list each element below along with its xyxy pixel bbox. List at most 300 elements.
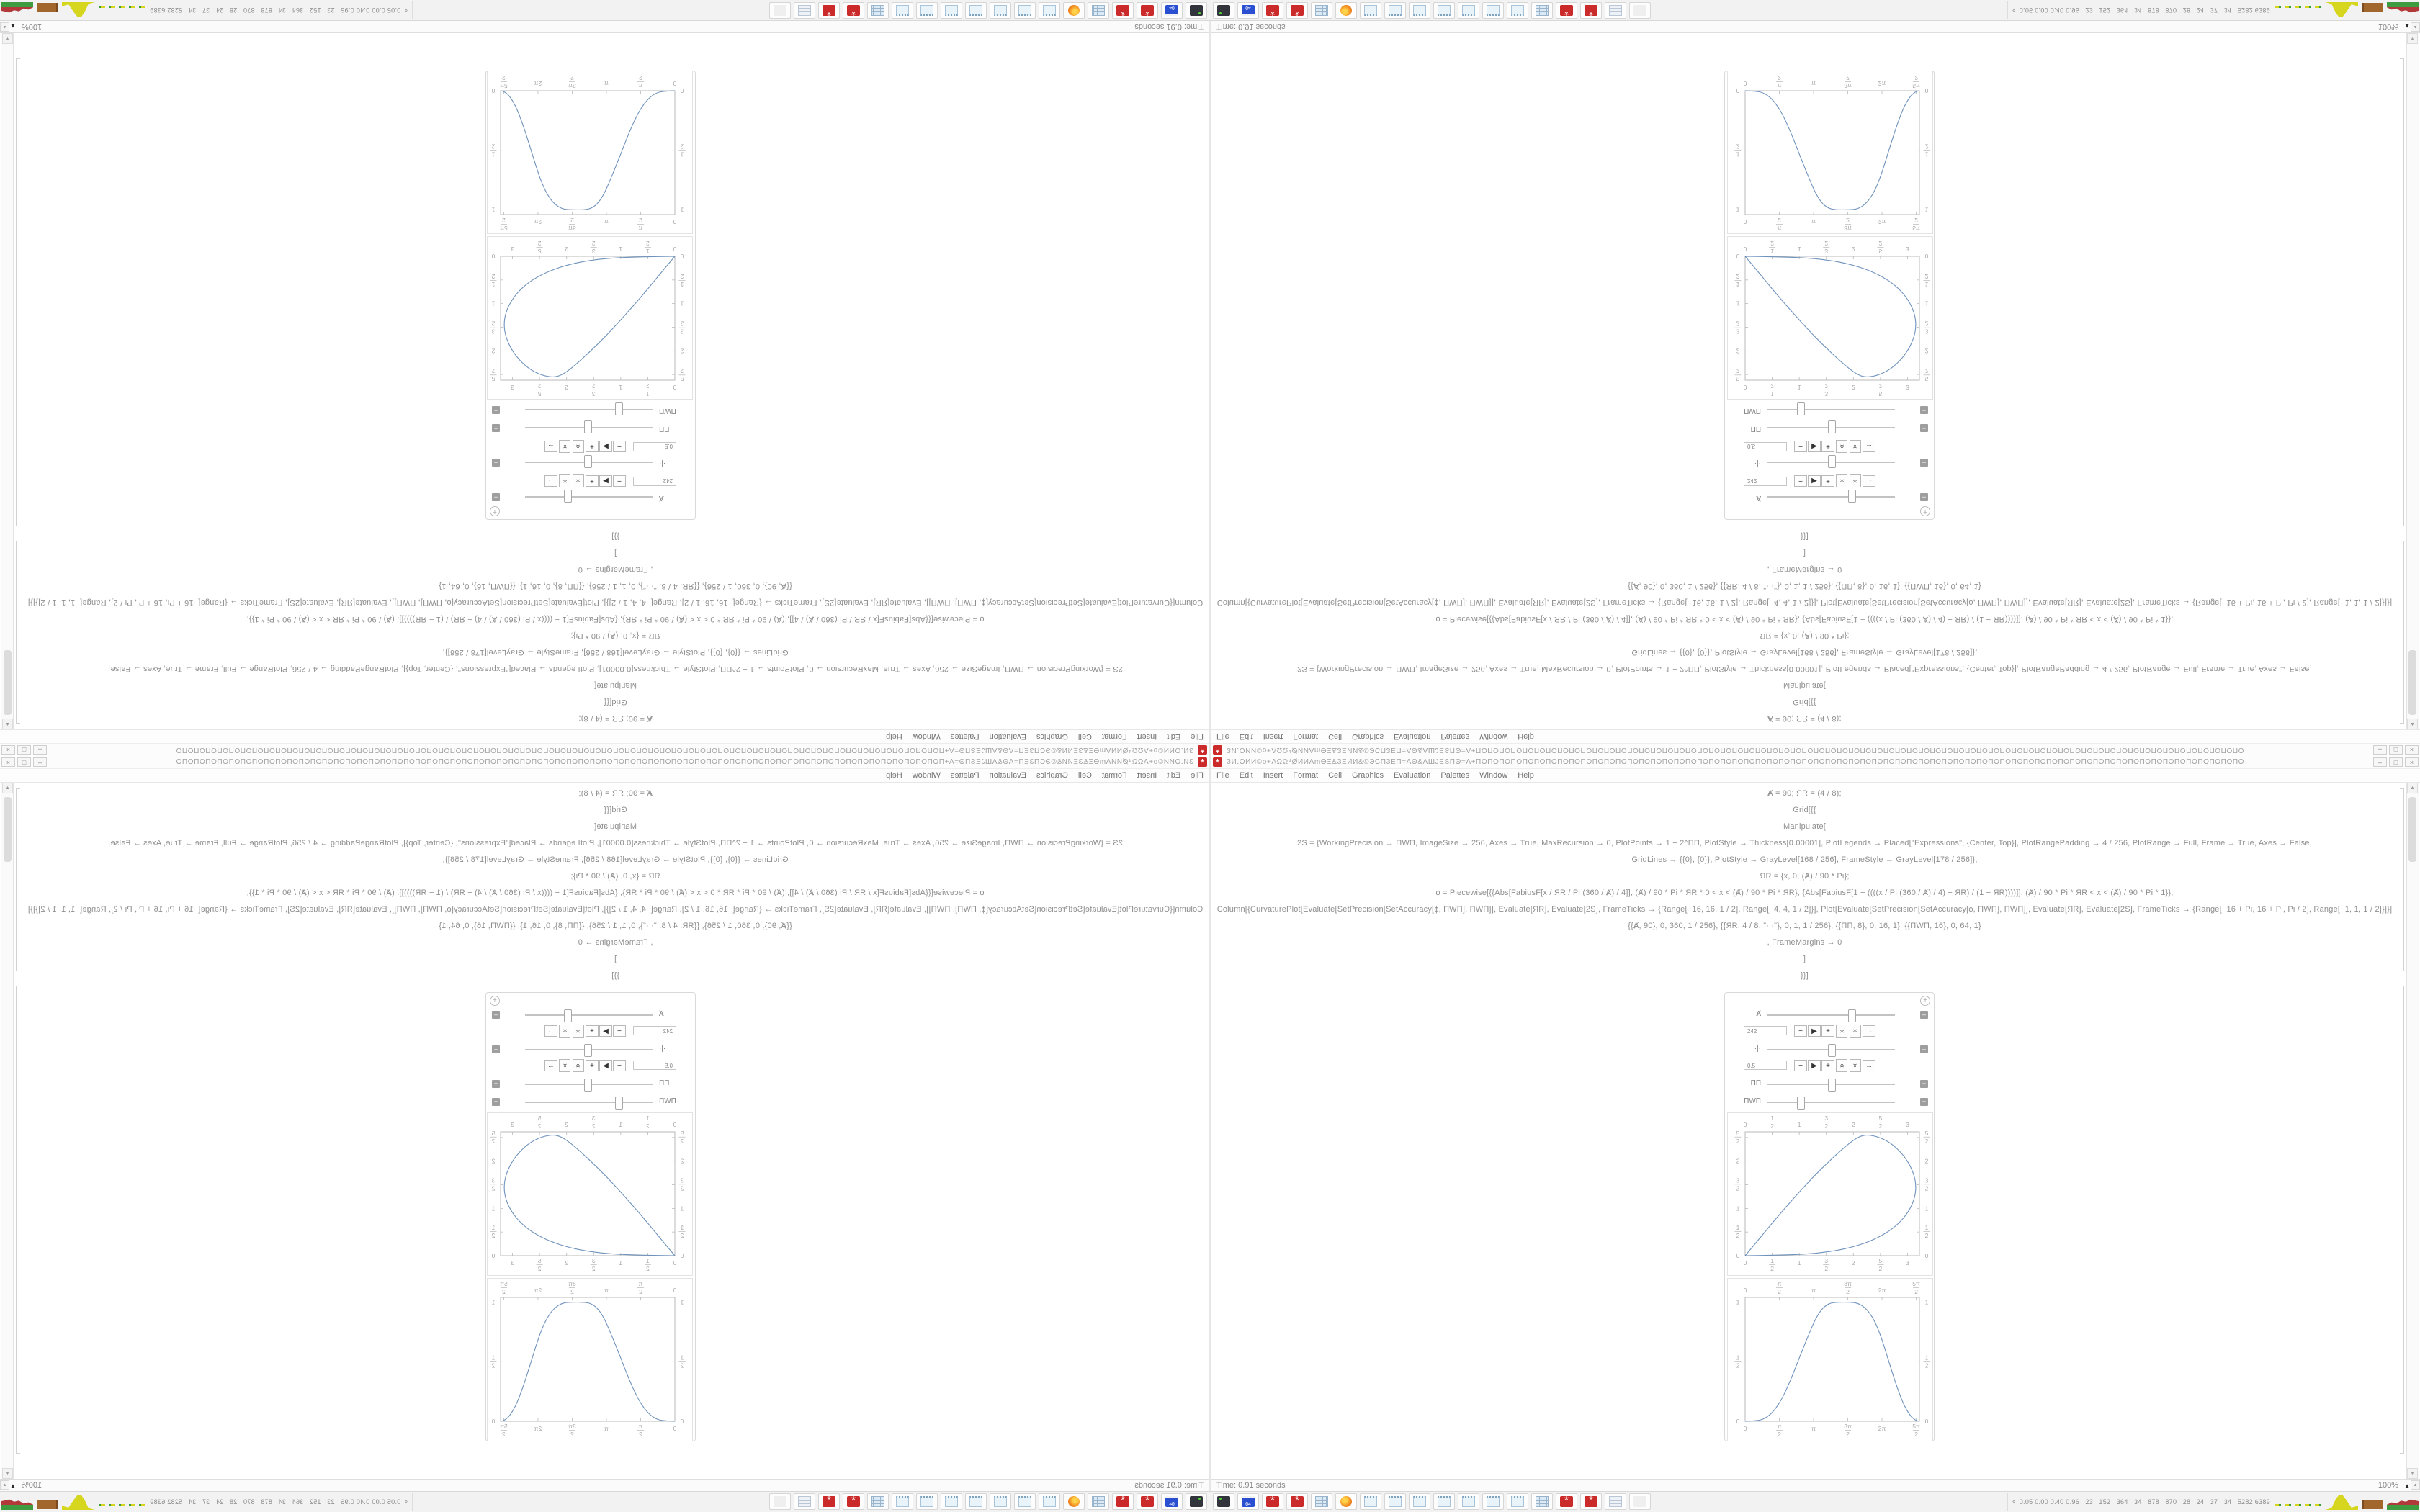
slider-track[interactable] (525, 1014, 653, 1016)
st-btn[interactable]: + (1821, 1025, 1834, 1037)
mathematica-icon[interactable] (1137, 1493, 1158, 1510)
menu-item[interactable]: Insert (1263, 732, 1283, 741)
menu-item[interactable]: Cell (1077, 732, 1092, 741)
manipulate-options-icon[interactable]: + (1920, 506, 1930, 516)
system-monitor-values: 0.05 0.00 0.40 0.96 23 152 364 34 878 870 28 24 37 34 5282 6389 (2019, 1498, 2270, 1506)
floppy-64-icon[interactable] (1237, 2, 1259, 19)
notepad-icon[interactable] (1409, 2, 1430, 19)
slider-handle[interactable] (615, 402, 623, 415)
menu-item[interactable]: Help (886, 771, 902, 780)
slider-track[interactable] (1767, 462, 1895, 463)
firefox-icon[interactable] (1335, 1493, 1357, 1510)
notepad-icon[interactable] (965, 1493, 987, 1510)
st-btn[interactable]: → (544, 441, 557, 452)
slider-collapse-button[interactable]: – (492, 459, 500, 467)
menu-item[interactable]: Graphics (1036, 732, 1068, 741)
notebook-content[interactable] (1211, 33, 2420, 729)
scroll-up-icon[interactable]: ▲ (2407, 719, 2418, 729)
menu-item[interactable]: File (1216, 732, 1229, 741)
code-line: 2S = {WorkingPrecision → ПWП, ImageSize → 256, Axes → True, MaxRecursion → 0, PlotPoints → 1 + 2^ПП, PlotStyle → Thickness[0.00001], PlotLegends → Placed["Expressions", {Center, Top}], PlotRangePadding → 4 / 256, PlotRange → Full, Frame → True, Axes → False, (108, 839, 1123, 847)
menu-item[interactable]: Evaluation (1394, 732, 1431, 741)
slider-track[interactable] (525, 1102, 653, 1103)
slider-track[interactable] (525, 462, 653, 463)
menu-item[interactable]: Help (1518, 732, 1534, 741)
slider-handle[interactable] (584, 1044, 592, 1057)
st-btn[interactable]: » (1836, 1025, 1847, 1038)
floppy-64-icon[interactable] (1161, 1493, 1183, 1510)
mathematica-icon[interactable] (1137, 2, 1158, 19)
mathematica-icon[interactable] (1112, 2, 1134, 19)
st-btn[interactable]: » (573, 1059, 584, 1072)
slider-handle[interactable] (615, 1097, 623, 1110)
st-btn[interactable]: ▶ (599, 441, 612, 452)
slider-handle[interactable] (584, 420, 592, 433)
svg-text:2: 2 (502, 217, 506, 224)
notepad-icon[interactable] (1458, 2, 1479, 19)
menu-item[interactable]: Cell (1328, 732, 1343, 741)
calculator-icon[interactable] (1311, 1493, 1332, 1510)
screen-recorder-icon[interactable] (1186, 1493, 1207, 1510)
document-icon[interactable] (1605, 1493, 1626, 1510)
st-btn[interactable]: + (1821, 441, 1834, 452)
screen-recorder-icon[interactable] (1186, 2, 1207, 19)
menu-item[interactable]: Help (886, 732, 902, 741)
scrollbar-thumb[interactable] (2408, 797, 2416, 862)
st-btn[interactable]: + (586, 1060, 599, 1071)
close-button[interactable]: × (1, 757, 15, 767)
st-btn[interactable]: » (573, 474, 584, 487)
minimize-button[interactable]: – (2373, 745, 2387, 755)
scrollbar-thumb[interactable] (4, 797, 12, 862)
calculator-icon[interactable] (867, 2, 889, 19)
menu-item[interactable]: Palettes (1440, 771, 1470, 780)
scroll-up-icon[interactable]: ▲ (2407, 783, 2418, 793)
st-btn[interactable]: → (544, 475, 557, 487)
scroll-up-icon[interactable]: ▲ (2, 719, 13, 729)
st-btn[interactable]: » (559, 1025, 570, 1038)
menu-item[interactable]: Evaluation (989, 771, 1026, 780)
window-corner-icon[interactable]: ▲ (2411, 1480, 2420, 1490)
slider-expand-button[interactable]: + (1920, 1098, 1928, 1106)
st-btn[interactable]: − (613, 1060, 626, 1071)
minimize-button[interactable]: – (2373, 757, 2387, 767)
window-titlebar[interactable] (0, 743, 1209, 756)
st-btn[interactable]: ▶ (1808, 1060, 1821, 1071)
floppy-64-icon[interactable] (1161, 2, 1183, 19)
input-cell-bracket[interactable] (16, 788, 20, 971)
menu-item[interactable]: Format (1101, 771, 1127, 780)
notebook-content[interactable] (0, 783, 1209, 1479)
mathematica-icon[interactable] (818, 2, 840, 19)
notepad-icon[interactable] (1360, 2, 1381, 19)
notepad-icon[interactable] (1039, 2, 1060, 19)
st-btn[interactable]: » (1850, 1059, 1861, 1072)
inactive-app-icon[interactable] (769, 1493, 791, 1510)
zoom-menu-icon[interactable]: ▲ (2404, 23, 2410, 30)
notepad-icon[interactable] (1014, 1493, 1036, 1510)
inactive-app-icon[interactable] (769, 2, 791, 19)
svg-text:2: 2 (646, 1122, 650, 1130)
mathematica-window-icon (1198, 745, 1207, 755)
input-cell-bracket[interactable] (16, 541, 20, 724)
code-line: Grid[{{ (604, 698, 627, 706)
st-btn[interactable]: » (559, 440, 570, 453)
svg-text:3: 3 (511, 1121, 514, 1128)
zoom-menu-icon[interactable]: ▲ (10, 23, 16, 30)
slider-collapse-button[interactable]: – (1920, 493, 1928, 501)
menu-item[interactable]: File (1216, 771, 1229, 780)
value-field[interactable]: 0.5 (1744, 442, 1787, 451)
notepad-icon[interactable] (990, 1493, 1011, 1510)
scroll-down-icon[interactable]: ▼ (2, 1468, 13, 1479)
svg-text:1: 1 (1797, 384, 1801, 391)
value-field[interactable]: 0.5 (1744, 1061, 1787, 1070)
st-btn[interactable]: − (1794, 1025, 1807, 1037)
slider-track[interactable] (525, 1084, 653, 1085)
maximize-button[interactable]: □ (17, 745, 31, 755)
st-btn[interactable]: » (1836, 474, 1847, 487)
menu-item[interactable]: Window (1479, 732, 1508, 741)
slider-handle[interactable] (564, 1009, 572, 1022)
mathematica-icon[interactable] (843, 1493, 864, 1510)
menu-item[interactable]: Graphics (1352, 732, 1384, 741)
manipulate-options-icon[interactable]: + (1920, 996, 1930, 1006)
slider-track[interactable] (525, 1049, 653, 1050)
manipulate-options-icon[interactable]: + (490, 506, 500, 516)
notepad-icon[interactable] (1507, 1493, 1528, 1510)
notepad-icon[interactable] (1433, 2, 1455, 19)
output-cell-bracket[interactable] (2400, 58, 2404, 526)
maximize-button[interactable]: □ (2389, 757, 2403, 767)
slider-handle[interactable] (1828, 1079, 1836, 1092)
calculator-icon[interactable] (1311, 2, 1332, 19)
code-line: }}] (611, 532, 620, 541)
output-cell-bracket[interactable] (16, 986, 20, 1454)
close-button[interactable]: × (1, 745, 15, 755)
menu-item[interactable]: Palettes (950, 732, 980, 741)
firefox-icon[interactable] (1063, 1493, 1085, 1510)
calculator-icon[interactable] (1531, 1493, 1553, 1510)
notepad-icon[interactable] (1039, 1493, 1060, 1510)
st-btn[interactable]: » (1850, 440, 1861, 453)
svg-text:1: 1 (1736, 1205, 1740, 1212)
slider-expand-button[interactable]: + (1920, 406, 1928, 414)
input-cell-bracket[interactable] (2400, 541, 2404, 724)
notepad-icon[interactable] (1482, 1493, 1504, 1510)
slider-handle[interactable] (1797, 1097, 1805, 1110)
calculator-icon[interactable] (1531, 2, 1553, 19)
minimize-button[interactable]: – (33, 757, 47, 767)
menu-item[interactable]: Insert (1137, 732, 1157, 741)
maximize-button[interactable]: □ (2389, 745, 2403, 755)
st-btn[interactable]: » (573, 440, 584, 453)
st-btn[interactable]: » (573, 1025, 584, 1038)
notepad-icon[interactable] (1409, 1493, 1430, 1510)
window-corner-icon[interactable]: ▲ (0, 22, 9, 32)
output-cell-bracket[interactable] (16, 58, 20, 526)
st-btn[interactable]: − (613, 1025, 626, 1037)
st-btn[interactable]: ▶ (1808, 1025, 1821, 1037)
menu-item[interactable]: Edit (1239, 732, 1253, 741)
notepad-icon[interactable] (1433, 1493, 1455, 1510)
svg-text:1: 1 (1770, 1115, 1774, 1122)
screen-recorder-icon[interactable] (1213, 2, 1234, 19)
st-btn[interactable]: ▶ (599, 1060, 612, 1071)
slider-track[interactable] (1767, 1049, 1895, 1050)
value-field[interactable]: 242 (633, 1026, 676, 1035)
st-btn[interactable]: » (1836, 440, 1847, 453)
menu-item[interactable]: Edit (1239, 771, 1253, 780)
scroll-down-icon[interactable]: ▼ (2407, 33, 2418, 44)
screen-recorder-icon[interactable] (1213, 1493, 1234, 1510)
st-btn[interactable]: − (613, 441, 626, 452)
slider-track[interactable] (1767, 409, 1895, 410)
menu-item[interactable]: Palettes (950, 771, 980, 780)
slider-row-a (1725, 490, 1934, 503)
svg-text:2: 2 (680, 1362, 684, 1369)
st-btn[interactable]: − (1794, 1060, 1807, 1071)
slider-handle[interactable] (1828, 455, 1836, 468)
st-btn[interactable]: + (586, 1025, 599, 1037)
menu-item[interactable]: Cell (1328, 771, 1343, 780)
notepad-icon[interactable] (941, 2, 962, 19)
zoom-menu-icon[interactable]: ▲ (2404, 1482, 2410, 1489)
menu-item[interactable]: Insert (1263, 771, 1283, 780)
vertical-scrollbar[interactable] (2406, 33, 2419, 729)
calculator-icon[interactable] (1088, 1493, 1109, 1510)
notepad-icon[interactable] (941, 1493, 962, 1510)
slider-track[interactable] (525, 427, 653, 428)
menu-item[interactable]: Palettes (1440, 732, 1470, 741)
svg-text:2: 2 (680, 272, 684, 280)
scroll-down-icon[interactable]: ▼ (2407, 1468, 2418, 1479)
panel-expand-icon[interactable]: » (403, 1500, 411, 1504)
slider-label: ПWП (1744, 1097, 1761, 1105)
close-button[interactable]: × (2405, 745, 2419, 755)
notepad-icon[interactable] (1482, 2, 1504, 19)
vertical-scrollbar[interactable] (1, 33, 14, 729)
vertical-scrollbar[interactable] (2406, 783, 2419, 1479)
st-btn[interactable]: → (1863, 475, 1876, 487)
st-btn[interactable]: » (1850, 474, 1861, 487)
mathematica-icon[interactable] (1580, 2, 1602, 19)
notepad-icon[interactable] (1458, 1493, 1479, 1510)
panel-expand-icon[interactable]: » (2009, 1500, 2017, 1504)
zoom-menu-icon[interactable]: ▲ (10, 1482, 16, 1489)
inactive-app-icon[interactable] (1629, 1493, 1651, 1510)
mathematica-icon[interactable] (843, 2, 864, 19)
slider-handle[interactable] (1797, 402, 1805, 415)
slider-track[interactable] (1767, 427, 1895, 428)
notepad-icon[interactable] (990, 2, 1011, 19)
notepad-icon[interactable] (1507, 2, 1528, 19)
notepad-icon[interactable] (916, 1493, 938, 1510)
notebook-content[interactable] (0, 33, 1209, 729)
menu-item[interactable]: Insert (1137, 771, 1157, 780)
value-field[interactable]: 242 (633, 477, 676, 486)
mathematica-icon[interactable] (1262, 2, 1283, 19)
mathematica-icon[interactable] (1286, 2, 1308, 19)
slider-expand-button[interactable]: + (492, 1098, 500, 1106)
mathematica-icon[interactable] (1262, 1493, 1283, 1510)
menu-item[interactable]: Cell (1077, 771, 1092, 780)
slider-track[interactable] (1767, 1014, 1895, 1016)
slider-expand-button[interactable]: + (1920, 1080, 1928, 1088)
slider-collapse-button[interactable]: – (492, 1045, 500, 1053)
menu-item[interactable]: Evaluation (1394, 771, 1431, 780)
value-field[interactable]: 242 (1744, 477, 1787, 486)
manipulate-options-icon[interactable]: + (490, 996, 500, 1006)
menu-item[interactable]: File (1191, 732, 1204, 741)
output-cell-bracket[interactable] (2400, 986, 2404, 1454)
slider-track[interactable] (1767, 1102, 1895, 1103)
scrollbar-thumb[interactable] (4, 650, 12, 715)
st-btn[interactable]: → (544, 1060, 557, 1071)
slider-handle[interactable] (584, 455, 592, 468)
st-btn[interactable]: » (559, 474, 570, 487)
zoom-level-label[interactable]: 100% (2378, 22, 2398, 31)
st-btn[interactable]: » (1850, 1025, 1861, 1038)
value-field[interactable]: 0.5 (633, 442, 676, 451)
svg-text:2: 2 (1878, 382, 1883, 390)
menu-item[interactable]: Window (912, 771, 941, 780)
slider-track[interactable] (1767, 1084, 1895, 1085)
slider-track[interactable] (525, 496, 653, 498)
document-icon[interactable] (794, 1493, 815, 1510)
st-btn[interactable]: − (1794, 475, 1807, 487)
slider-collapse-button[interactable]: – (1920, 459, 1928, 467)
mathematica-icon[interactable] (1286, 1493, 1308, 1510)
slider-handle[interactable] (1848, 1009, 1856, 1022)
window-titlebar[interactable] (0, 756, 1209, 769)
notepad-icon[interactable] (1014, 2, 1036, 19)
mathematica-icon[interactable] (1580, 1493, 1602, 1510)
slider-handle[interactable] (564, 490, 572, 503)
value-field[interactable]: 242 (1744, 1026, 1787, 1035)
menu-item[interactable]: Format (1293, 771, 1319, 780)
slider-track[interactable] (1767, 496, 1895, 498)
st-btn[interactable]: ▶ (599, 1025, 612, 1037)
input-cell-bracket[interactable] (2400, 788, 2404, 971)
st-btn[interactable]: » (1836, 1059, 1847, 1072)
st-btn[interactable]: + (586, 441, 599, 452)
notepad-icon[interactable] (1384, 1493, 1406, 1510)
close-button[interactable]: × (2405, 757, 2419, 767)
slider-handle[interactable] (1828, 1044, 1836, 1057)
notepad-icon[interactable] (1384, 2, 1406, 19)
slider-expand-button[interactable]: + (492, 406, 500, 414)
maximize-button[interactable]: □ (17, 757, 31, 767)
vertical-scrollbar[interactable] (1, 783, 14, 1479)
zoom-level-label[interactable]: 100% (22, 22, 42, 31)
panel-expand-icon[interactable]: » (403, 8, 411, 12)
st-btn[interactable]: ▶ (1808, 475, 1821, 487)
slider-collapse-button[interactable]: – (492, 1011, 500, 1019)
notepad-icon[interactable] (1360, 1493, 1381, 1510)
zoom-level-label[interactable]: 100% (2378, 1481, 2398, 1490)
scroll-up-icon[interactable]: ▲ (2, 783, 13, 793)
notepad-icon[interactable] (916, 2, 938, 19)
mathematica-icon[interactable] (1556, 2, 1577, 19)
zoom-level-label[interactable]: 100% (22, 1481, 42, 1490)
calculator-icon[interactable] (1088, 2, 1109, 19)
notepad-icon[interactable] (965, 2, 987, 19)
window-corner-icon[interactable]: ▲ (0, 1480, 9, 1490)
slider-handle[interactable] (1828, 420, 1836, 433)
scroll-down-icon[interactable]: ▼ (2, 33, 13, 44)
slider-expand-button[interactable]: + (492, 424, 500, 432)
slider-expand-button[interactable]: + (492, 1080, 500, 1088)
menu-item[interactable]: Help (1518, 771, 1534, 780)
menu-item[interactable]: Edit (1167, 732, 1181, 741)
menu-item[interactable]: Format (1101, 732, 1127, 741)
window-title: ЗИ.ОИИ©о+АΩΩ⁴ØИИАmΘΞ&ЗΞИИ&©ЭСПЗЕП=АΘ&АШЈЕЅПΘ=А+ПОПОПОПОПОПОПОПОПОПОПОПОПОПОПОПОПОПОПОПОПОПОПОПОПОПОПОПОПОПОПОПОПОПОПОПОПОПОПОПОПОПОПОПОПОПОПОПОПОПОПОПОПОПОПОПОПОПОПОПОПОПОПОПОПОПО (1227, 746, 2244, 754)
svg-text:1: 1 (619, 1259, 623, 1266)
mathematica-icon[interactable] (1112, 1493, 1134, 1510)
window-titlebar[interactable] (1211, 756, 2420, 769)
st-btn[interactable]: » (559, 1059, 570, 1072)
st-btn[interactable]: − (1794, 441, 1807, 452)
input-code-cell (22, 528, 1209, 726)
menu-item[interactable]: Graphics (1036, 771, 1068, 780)
notepad-icon[interactable] (892, 1493, 913, 1510)
firefox-icon[interactable] (1063, 2, 1085, 19)
calculator-icon[interactable] (867, 1493, 889, 1510)
menu-item[interactable]: Window (1479, 771, 1508, 780)
menu-item[interactable]: Graphics (1352, 771, 1384, 780)
st-btn[interactable]: + (1821, 1060, 1834, 1071)
slider-handle[interactable] (584, 1079, 592, 1092)
scrollbar-thumb[interactable] (2408, 650, 2416, 715)
window-titlebar[interactable] (1211, 743, 2420, 756)
svg-text:5π: 5π (500, 1423, 508, 1430)
panel-expand-icon[interactable]: » (2009, 8, 2017, 12)
firefox-icon[interactable] (1335, 2, 1357, 19)
menu-item[interactable]: Evaluation (989, 732, 1026, 741)
slider-collapse-button[interactable]: – (1920, 1011, 1928, 1019)
menu-item[interactable]: Edit (1167, 771, 1181, 780)
floppy-64-icon[interactable] (1237, 1493, 1259, 1510)
st-btn[interactable]: − (613, 475, 626, 487)
st-btn[interactable]: → (1863, 441, 1876, 452)
slider-expand-button[interactable]: + (1920, 424, 1928, 432)
notebook-content[interactable] (1211, 783, 2420, 1479)
document-icon[interactable] (794, 2, 815, 19)
st-btn[interactable]: + (1821, 475, 1834, 487)
st-btn[interactable]: → (1863, 1025, 1876, 1037)
slider-track[interactable] (525, 409, 653, 410)
minimize-button[interactable]: – (33, 745, 47, 755)
st-btn[interactable]: + (586, 475, 599, 487)
window-corner-icon[interactable]: ▲ (2411, 22, 2420, 32)
slider-collapse-button[interactable]: – (492, 493, 500, 501)
st-btn[interactable]: ▶ (599, 475, 612, 487)
menu-item[interactable]: Window (912, 732, 941, 741)
document-icon[interactable] (1605, 2, 1626, 19)
value-field[interactable]: 0.5 (633, 1061, 676, 1070)
st-btn[interactable]: ▶ (1808, 441, 1821, 452)
menu-item[interactable]: Format (1293, 732, 1319, 741)
mathematica-icon[interactable] (1556, 1493, 1577, 1510)
st-btn[interactable]: → (544, 1025, 557, 1037)
inactive-app-icon[interactable] (1629, 2, 1651, 19)
slider-handle[interactable] (1848, 490, 1856, 503)
mathematica-icon[interactable] (818, 1493, 840, 1510)
notepad-icon[interactable] (892, 2, 913, 19)
menu-item[interactable]: File (1191, 771, 1204, 780)
slider-collapse-button[interactable]: – (1920, 1045, 1928, 1053)
st-btn[interactable]: → (1863, 1060, 1876, 1071)
